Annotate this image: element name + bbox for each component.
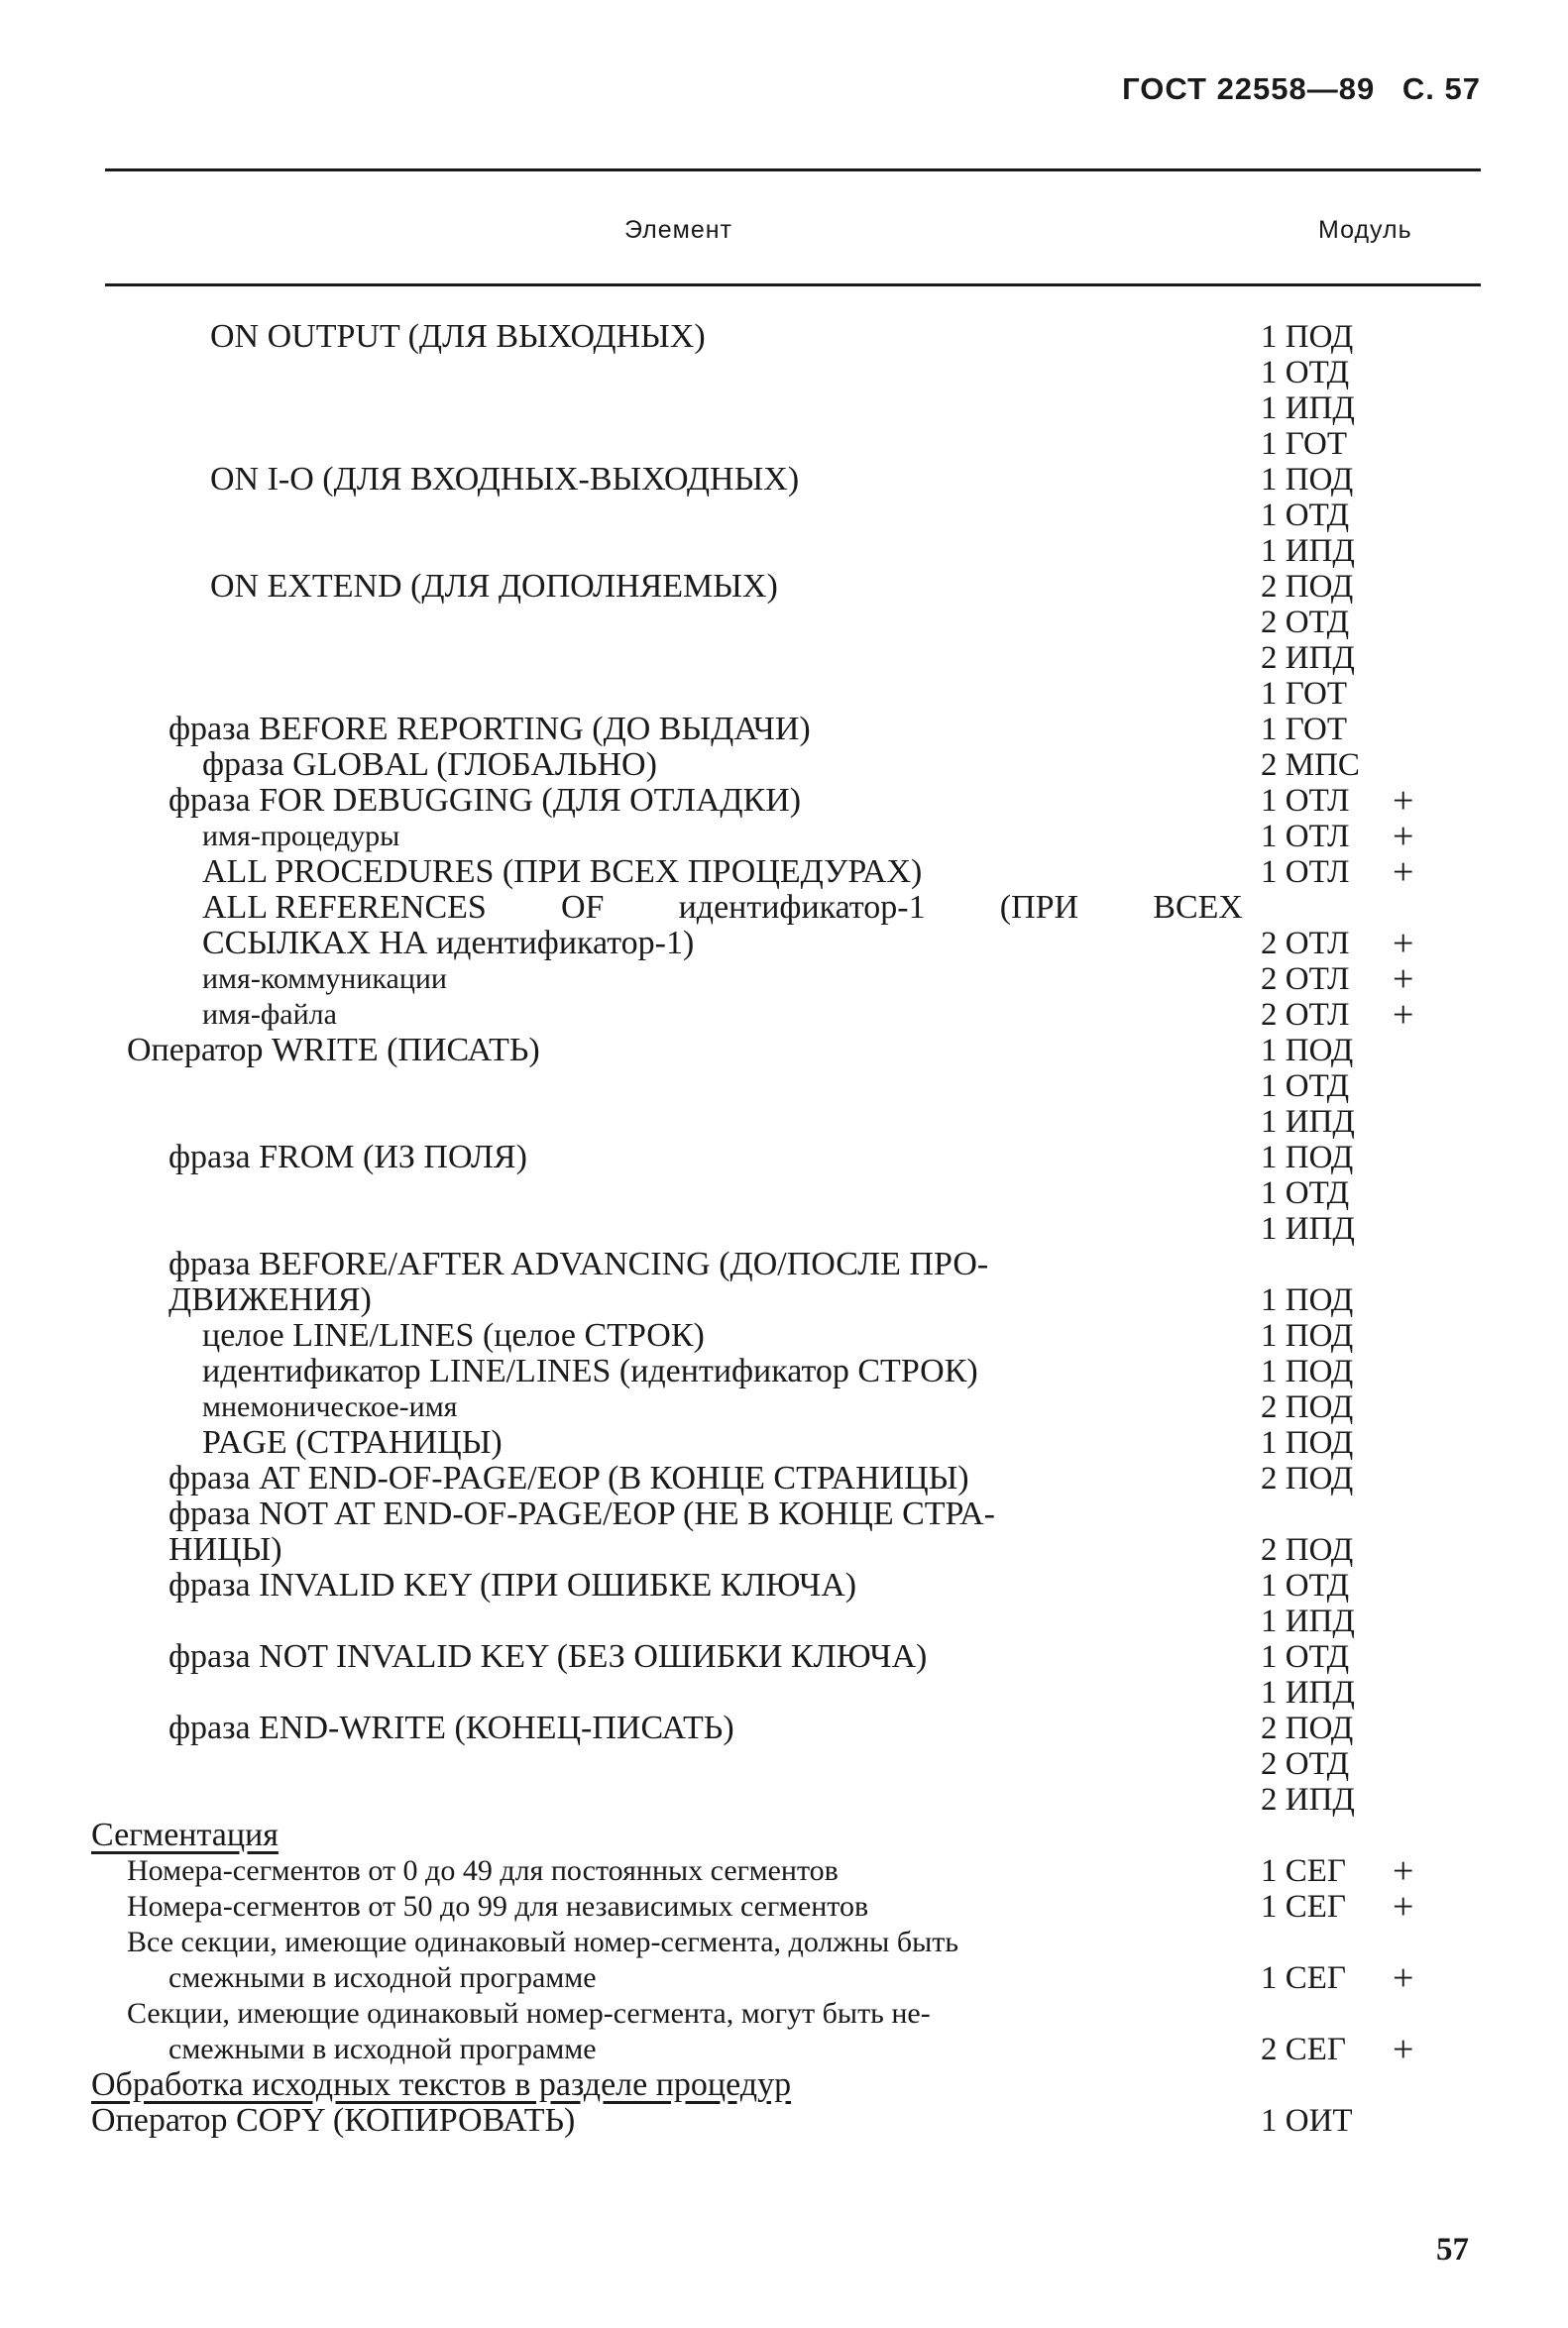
element-text: фраза NOT AT END-OF-PAGE/EOP (НЕ В КОНЦЕ СТРА- (168, 1496, 995, 1532)
element-text: целое LINE/LINES (целое СТРОК) (202, 1317, 705, 1354)
element-text: фраза FROM (ИЗ ПОЛЯ) (168, 1139, 527, 1175)
element-text: Оператор COPY (КОПИРОВАТЬ) (91, 2102, 576, 2139)
table-row (0, 355, 1568, 390)
module-code: 2 ОТЛ (1261, 961, 1350, 997)
element-text: идентификатор LINE/LINES (идентификатор СТРОК) (202, 1353, 978, 1389)
module-code: 1 ОТЛ (1261, 783, 1350, 819)
plus-mark: + (1393, 958, 1414, 1000)
plus-mark: + (1393, 1850, 1414, 1892)
element-text: PAGE (СТРАНИЦЫ) (202, 1424, 503, 1461)
table-row (0, 1711, 1568, 1746)
plus-mark: + (1393, 780, 1414, 822)
module-code: 2 ОТЛ (1261, 997, 1350, 1033)
module-code: 2 ИПД (1261, 640, 1355, 676)
element-text: фраза BEFORE REPORTING (ДО ВЫДАЧИ) (168, 711, 811, 747)
module-code: 1 ГОТ (1261, 676, 1347, 712)
plus-mark: + (1393, 994, 1414, 1036)
element-text: смежными в исходной программе (168, 1961, 597, 1994)
module-code: 1 ОТД (1261, 1175, 1350, 1211)
element-text: ON EXTEND (ДЛЯ ДОПОЛНЯЕМЫХ) (210, 568, 778, 605)
module-code: 1 ПОД (1261, 1282, 1354, 1318)
module-code: 1 ОИТ (1261, 2103, 1353, 2139)
module-code: 1 ПОД (1261, 1425, 1354, 1461)
module-code: 1 ПОД (1261, 1354, 1354, 1389)
element-text: фраза GLOBAL (ГЛОБАЛЬНО) (202, 746, 657, 783)
table-row (0, 1925, 1568, 1960)
table-row (0, 780, 1568, 822)
module-code: 2 ПОД (1261, 1389, 1354, 1425)
module-code: 1 ИПД (1261, 1104, 1355, 1140)
element-text: имя-коммуникации (202, 962, 447, 995)
element-text: ON I-O (ДЛЯ ВХОДНЫХ-ВЫХОДНЫХ) (210, 461, 800, 498)
module-code: 2 ОТЛ (1261, 926, 1350, 961)
element-text-part: идентификатор-1 (678, 889, 926, 926)
element-text: имя-файла (202, 998, 337, 1031)
module-code: 2 ОТД (1261, 605, 1350, 640)
element-text: Номера-сегментов от 0 до 49 для постоянных сегментов (127, 1854, 839, 1887)
table-row (0, 1354, 1568, 1389)
module-code: 2 СЕГ (1261, 2032, 1346, 2067)
table-row (0, 1532, 1568, 1568)
module-code: 1 ПОД (1261, 1033, 1354, 1068)
element-text-part: (ПРИ (999, 889, 1079, 926)
table-row (0, 1782, 1568, 1818)
table-row (0, 1033, 1568, 1068)
section-heading: Сегментация (91, 1817, 279, 1853)
module-code: 1 ОТД (1261, 498, 1350, 533)
column-header-module: Модуль (1318, 216, 1412, 244)
page-header (1104, 71, 1481, 107)
module-code: 1 ИПД (1261, 390, 1355, 426)
plus-mark: + (1393, 923, 1414, 964)
module-code: 1 ГОТ (1261, 426, 1347, 462)
module-code: 1 ГОТ (1261, 712, 1347, 747)
element-text: ON OUTPUT (ДЛЯ ВЫХОДНЫХ) (210, 318, 706, 355)
element-text (202, 890, 1243, 926)
module-code: 1 ПОД (1261, 1318, 1354, 1354)
module-code: 2 МПС (1261, 747, 1360, 783)
element-text: фраза END-WRITE (КОНЕЦ-ПИСАТЬ) (168, 1710, 734, 1746)
table-row (0, 747, 1568, 783)
element-text: фраза AT END-OF-PAGE/EOP (В КОНЦЕ СТРАНИЦЫ) (168, 1460, 969, 1497)
page-number: 57 (1436, 2232, 1469, 2268)
module-code: 1 ОТД (1261, 1639, 1350, 1675)
table-row (0, 1957, 1568, 1999)
module-code: 2 ОТД (1261, 1746, 1350, 1782)
module-code: 1 ИПД (1261, 533, 1355, 569)
module-code: 1 ПОД (1261, 319, 1354, 355)
header-rule-top (105, 168, 1481, 171)
table-row (0, 1282, 1568, 1318)
module-code: 2 ИПД (1261, 1782, 1355, 1818)
element-text: фраза NOT INVALID KEY (БЕЗ ОШИБКИ КЛЮЧА) (168, 1638, 928, 1675)
standard-number: ГОСТ 22558—89 (1122, 71, 1376, 106)
table-row (0, 640, 1568, 676)
table-row (0, 533, 1568, 569)
element-text: ССЫЛКАХ НА идентификатор-1) (202, 925, 695, 961)
table-row (0, 1175, 1568, 1211)
module-code: 1 ИПД (1261, 1211, 1355, 1247)
element-text-part: OF (560, 889, 605, 926)
element-text: мнемоническое-имя (202, 1390, 458, 1423)
table-row (0, 605, 1568, 640)
table-row (0, 1886, 1568, 1928)
element-text: фраза INVALID KEY (ПРИ ОШИБКЕ КЛЮЧА) (168, 1567, 857, 1604)
module-code: 1 ОТД (1261, 355, 1350, 390)
table-row (0, 1247, 1568, 1282)
element-text: фраза FOR DEBUGGING (ДЛЯ ОТЛАДКИ) (168, 782, 802, 819)
module-code: 1 СЕГ (1261, 1960, 1346, 1996)
plus-mark: + (1393, 1957, 1414, 1999)
section-heading: Обработка исходных текстов в разделе процедур (91, 2066, 792, 2103)
module-code: 1 ИПД (1261, 1604, 1355, 1639)
header-rule-bottom (105, 283, 1481, 286)
module-code: 1 ОТД (1261, 1068, 1350, 1104)
table-row (0, 1568, 1568, 1604)
module-code: 1 ОТЛ (1261, 854, 1350, 890)
element-text-part: ALL REFERENCES (202, 889, 487, 926)
table-row (0, 923, 1568, 964)
module-code: 1 ПОД (1261, 1140, 1354, 1175)
table-row (0, 1639, 1568, 1675)
table-row (0, 1675, 1568, 1711)
table-row (0, 1818, 1568, 1853)
module-code: 2 ПОД (1261, 569, 1354, 605)
element-text: Оператор WRITE (ПИСАТЬ) (127, 1032, 540, 1068)
table-row (0, 851, 1568, 893)
table-row (0, 1746, 1568, 1782)
table-row (0, 712, 1568, 747)
element-text: смежными в исходной программе (168, 2033, 597, 2065)
page-reference: С. 57 (1401, 71, 1481, 106)
table-row (0, 462, 1568, 498)
element-text: Номера-сегментов от 50 до 99 для независимых сегментов (127, 1890, 869, 1923)
plus-mark: + (1393, 851, 1414, 893)
element-text: Все секции, имеющие одинаковый номер-сегмента, должны быть (127, 1926, 959, 1958)
table-row (0, 1425, 1568, 1461)
table-row (0, 1850, 1568, 1892)
module-code: 1 СЕГ (1261, 1889, 1346, 1925)
table-row (0, 1604, 1568, 1639)
table-body (0, 319, 1568, 2139)
table-row (0, 1140, 1568, 1175)
element-text: Секции, имеющие одинаковый номер-сегмента, могут быть не- (127, 1997, 931, 2030)
element-text: ДВИЖЕНИЯ) (168, 1281, 372, 1318)
table-row (0, 676, 1568, 712)
element-text: ALL PROCEDURES (ПРИ ВСЕХ ПРОЦЕДУРАХ) (202, 853, 923, 890)
table-row (0, 1389, 1568, 1425)
table-row (0, 2103, 1568, 2139)
module-code: 1 ПОД (1261, 462, 1354, 498)
module-code: 2 ПОД (1261, 1711, 1354, 1746)
table-row (0, 2029, 1568, 2070)
table-row (0, 569, 1568, 605)
plus-mark: + (1393, 816, 1414, 857)
column-header-element: Элемент (624, 216, 732, 244)
table-row (0, 1211, 1568, 1247)
table-row (0, 498, 1568, 533)
plus-mark: + (1393, 1886, 1414, 1928)
module-code: 1 ОТЛ (1261, 819, 1350, 854)
table-row (0, 1318, 1568, 1354)
table-row (0, 390, 1568, 426)
element-text: НИЦЫ) (168, 1531, 282, 1568)
table-row (0, 2067, 1568, 2103)
table-row (0, 994, 1568, 1036)
table-row (0, 816, 1568, 857)
table-row (0, 1461, 1568, 1497)
module-code: 1 ИПД (1261, 1675, 1355, 1711)
table-row (0, 890, 1568, 926)
table-row (0, 426, 1568, 462)
plus-mark: + (1393, 2029, 1414, 2070)
table-row (0, 319, 1568, 355)
table-row (0, 1497, 1568, 1532)
table-row (0, 1068, 1568, 1104)
module-code: 1 СЕГ (1261, 1853, 1346, 1889)
table-row (0, 958, 1568, 1000)
element-text-part: ВСЕХ (1153, 889, 1243, 926)
module-code: 1 ОТД (1261, 1568, 1350, 1604)
module-code: 2 ПОД (1261, 1461, 1354, 1497)
table-row (0, 1996, 1568, 2032)
module-code: 2 ПОД (1261, 1532, 1354, 1568)
table-row (0, 1104, 1568, 1140)
element-text: фраза BEFORE/AFTER ADVANCING (ДО/ПОСЛЕ ПРО- (168, 1246, 989, 1282)
element-text: имя-процедуры (202, 820, 400, 852)
